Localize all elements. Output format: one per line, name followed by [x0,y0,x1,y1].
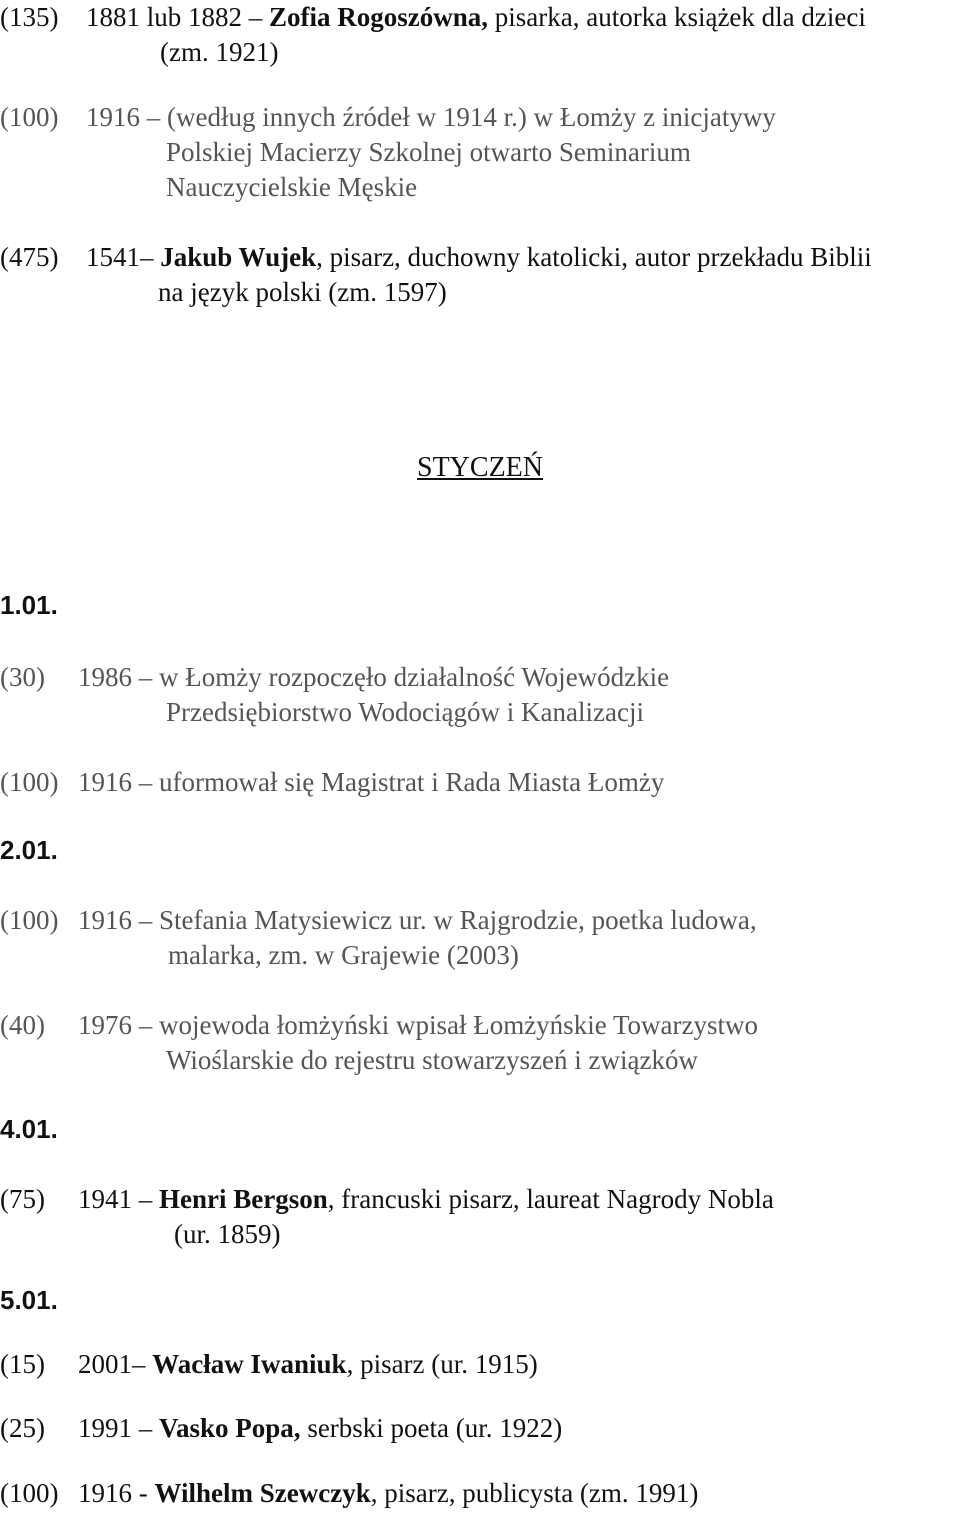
entry-continuation: na język polski (zm. 1597) [158,277,447,307]
date-heading: 2.01. [0,835,58,865]
entry-text: 1916 – Stefania Matysiewicz ur. w Rajgrodzie, poetka ludowa, [78,905,757,935]
entry-text: 1916 – uformował się Magistrat i Rada Miasta Łomży [78,767,665,797]
entry-continuation: Przedsiębiorstwo Wodociągów i Kanalizacji [166,697,644,727]
date-heading: 1.01. [0,590,58,620]
entry-person-name: Henri Bergson [159,1184,328,1214]
entry-number: (135) [0,2,59,32]
entry-continuation: (zm. 1921) [160,37,279,67]
entry-description: , pisarz (ur. 1915) [346,1349,538,1379]
entry-year: 1916 - [78,1478,155,1508]
entry-continuation: Polskiej Macierzy Szkolnej otwarto Seminarium [166,137,691,167]
entry-continuation: (ur. 1859) [174,1219,281,1249]
entry-number: (100) [0,905,59,935]
entry-continuation: Wioślarskie do rejestru stowarzyszeń i związków [166,1045,698,1075]
entry-number: (75) [0,1184,45,1214]
entry-text: 1976 – wojewoda łomżyński wpisał Łomżyńskie Towarzystwo [78,1010,759,1040]
entry-number: (100) [0,102,59,132]
entry-year: 1541– [86,242,161,272]
entry-description: , pisarz, duchowny katolicki, autor przekładu Biblii [316,242,872,272]
entry-year: 2001– [78,1349,153,1379]
month-heading: STYCZEŃ [417,452,543,483]
entry-description: pisarka, autorka książek dla dzieci [488,2,866,32]
entry-number: (30) [0,662,45,692]
entry-text [78,1476,698,1511]
entry-text [78,1182,774,1217]
entry-text [86,240,872,275]
entry-text: 1986 – w Łomży rozpoczęło działalność Wojewódzkie [78,662,670,692]
date-heading: 4.01. [0,1114,58,1144]
entry-text [78,1411,562,1446]
entry-number: (475) [0,242,59,272]
entry-number: (15) [0,1349,45,1379]
entry-description: serbski poeta (ur. 1922) [300,1413,563,1443]
entry-continuation: malarka, zm. w Grajewie (2003) [168,940,519,970]
entry-number: (40) [0,1010,45,1040]
entry-continuation: Nauczycielskie Męskie [166,172,418,202]
entry-person-name: Wilhelm Szewczyk [154,1478,371,1508]
entry-year: 1991 – [78,1413,159,1443]
entry-description: , pisarz, publicysta (zm. 1991) [370,1478,699,1508]
entry-year: 1881 lub 1882 – [86,2,270,32]
entry-person-name: Jakub Wujek [160,242,317,272]
entry-year: 1941 – [78,1184,159,1214]
entry-person-name: Vasko Popa, [159,1413,301,1443]
entry-description: , francuski pisarz, laureat Nagrody Nobla [327,1184,774,1214]
entry-text [86,0,866,35]
date-heading: 5.01. [0,1285,58,1315]
entry-number: (100) [0,767,59,797]
entry-number: (25) [0,1413,45,1443]
entry-text [78,1347,538,1382]
entry-text: 1916 – (według innych źródeł w 1914 r.) w Łomży z inicjatywy [86,102,776,132]
entry-person-name: Wacław Iwaniuk [152,1349,347,1379]
entry-number: (100) [0,1478,59,1508]
entry-person-name: Zofia Rogoszówna, [269,2,489,32]
